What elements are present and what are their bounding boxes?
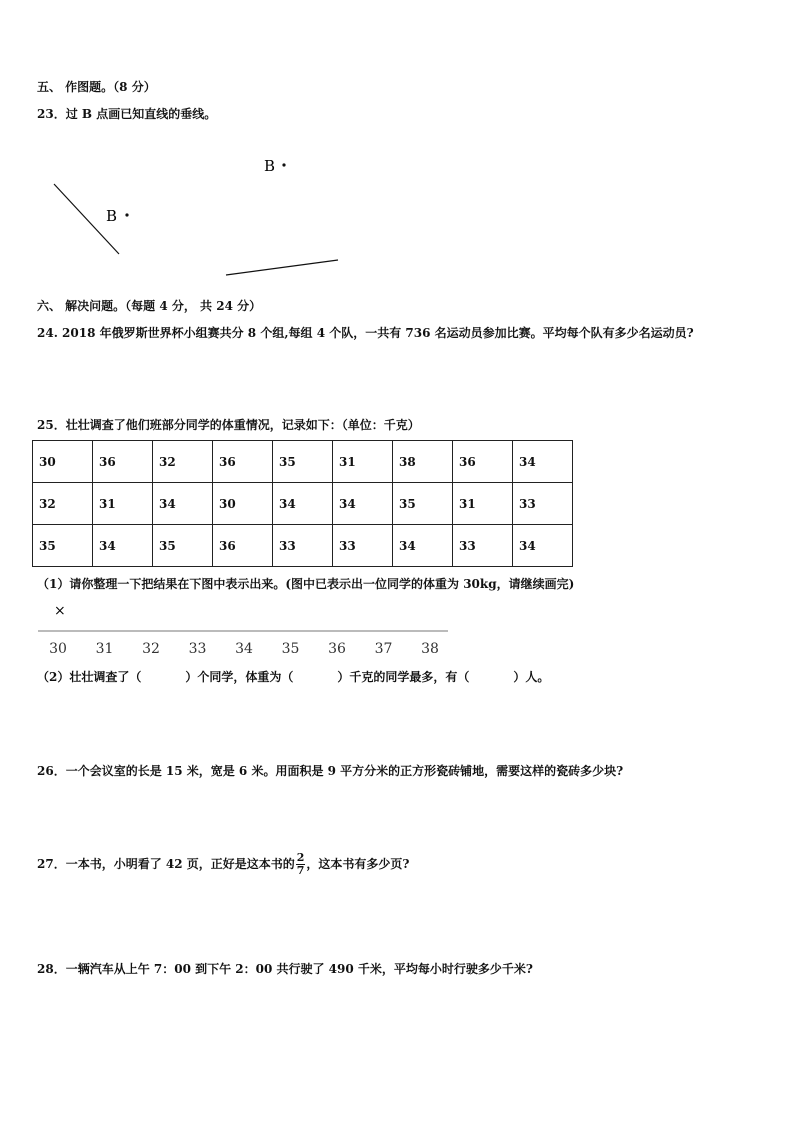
table-cell: 35 [33,525,93,567]
question-27-text: 27．一本书，小明看了 42 页，正好是这本书的 [37,857,295,871]
table-cell: 34 [273,483,333,525]
part-2-text-b: ）个同学，体重为（ [185,670,294,684]
axis-tick-label: 37 [374,641,393,657]
section-6-heading: 六、 解决问题。（每题 4 分， 共 24 分） [37,299,262,313]
table-row [33,483,573,525]
point-label-b-1: B [106,207,118,225]
part-2-text-c: ）千克的同学最多，有（ [337,670,470,684]
question-25-part-1: （1）请你整理一下把结果在下图中表示出来。(图中已表示出一位同学的体重为 30kg，请继续画完) [37,577,575,591]
question-27-text-end: ，这本书有多少页? [306,857,410,871]
table-cell: 33 [333,525,393,567]
question-26: 26．一个会议室的长是 15 米，宽是 6 米。用面积是 9 平方分米的正方形瓷砖铺地，需要这样的瓷砖多少块? [37,764,624,778]
table-cell: 34 [333,483,393,525]
table-row [33,525,573,567]
axis-tick-label: 34 [235,641,253,657]
point-b-2 [282,163,285,166]
table-cell: 35 [273,441,333,483]
table-cell: 36 [213,441,273,483]
axis-tick-label: 36 [328,641,346,657]
axis-tick-label: 30 [49,641,67,657]
cross-mark: × [54,603,66,619]
table-cell: 31 [453,483,513,525]
point-b-1 [125,213,128,216]
axis-labels [49,641,439,657]
section-5-heading: 五、 作图题。（8 分） [37,80,156,94]
table-row [33,441,573,483]
table-cell: 36 [93,441,153,483]
table-cell: 33 [453,525,513,567]
table-cell: 32 [153,441,213,483]
axis-tick-label: 33 [188,641,207,657]
perpendicular-drawing [0,140,400,290]
table-cell: 34 [513,441,573,483]
table-cell: 36 [453,441,513,483]
fraction-two-sevenths [296,852,306,877]
table-cell: 34 [393,525,453,567]
table-cell: 34 [513,525,573,567]
table-cell: 31 [333,441,393,483]
weights-table [32,440,573,567]
table-cell: 33 [273,525,333,567]
table-cell: 35 [153,525,213,567]
table-cell: 31 [93,483,153,525]
question-25: 25．壮壮调查了他们班部分同学的体重情况，记录如下：（单位：千克） [37,418,420,432]
axis-tick-label: 32 [142,641,160,657]
question-24: 24. 2018 年俄罗斯世界杯小组赛共分 8 个组,每组 4 个队，一共有 736 名运动员参加比赛。平均每个队有多少名运动员? [37,326,694,340]
given-line-2 [226,260,338,275]
table-cell: 34 [93,525,153,567]
table-cell: 36 [213,525,273,567]
axis-tick-label: 35 [281,641,300,657]
weight-number-line [30,598,460,660]
table-cell: 30 [33,441,93,483]
part-2-text-a: （2）壮壮调查了（ [37,670,142,684]
fraction-denominator: 7 [296,864,305,877]
question-28: 28．一辆汽车从上午 7：00 到下午 2：00 共行驶了 490 千米，平均每小时行驶多少千米? [37,962,533,976]
table-cell: 34 [153,483,213,525]
table-cell: 35 [393,483,453,525]
table-cell: 30 [213,483,273,525]
table-cell: 32 [33,483,93,525]
part-2-text-d: ）人。 [513,670,550,684]
question-23: 23．过 B 点画已知直线的垂线。 [37,107,217,121]
fraction-numerator: 2 [296,851,305,864]
question-25-part-2 [37,668,549,685]
axis-tick-label: 31 [95,641,114,657]
question-27 [37,852,409,877]
table-cell: 38 [393,441,453,483]
point-label-b-2: B [264,157,276,175]
axis-tick-label: 38 [421,641,439,657]
table-cell: 33 [513,483,573,525]
